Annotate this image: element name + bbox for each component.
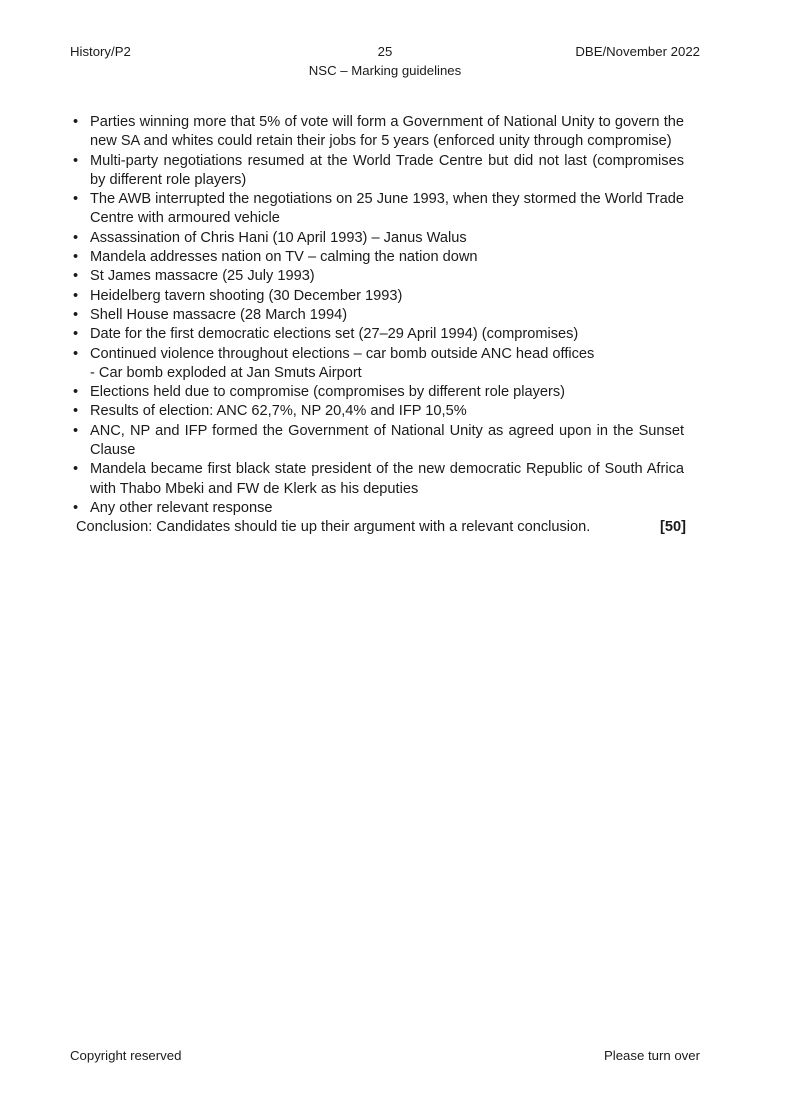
- list-item-text: Parties winning more that 5% of vote will form a Government of National Unity to govern the new SA and whites could retain their jobs for 5 years (enforced unity through compromise): [90, 114, 684, 150]
- bullet-point-icon: •: [73, 191, 79, 208]
- list-item: [70, 267, 684, 286]
- list-item-subline: - Car bomb exploded at Jan Smuts Airport: [90, 364, 362, 381]
- list-item-text: Elections held due to compromise (compromises by different role players): [90, 384, 566, 401]
- list-item-text: Shell House massacre (28 March 1994): [90, 306, 348, 323]
- header-subtitle: NSC – Marking guidelines: [308, 63, 462, 78]
- page-header: [70, 44, 700, 84]
- bullet-point-icon: •: [73, 249, 79, 266]
- marks-total-badge: [50]: [660, 519, 686, 536]
- list-item-text: Date for the first democratic elections set (27–29 April 1994) (compromises): [90, 326, 579, 343]
- header-page-number: 25: [377, 44, 393, 59]
- list-item: [70, 306, 684, 325]
- conclusion-text: Conclusion: Candidates should tie up their argument with a relevant conclusion.: [76, 519, 591, 536]
- list-item: [70, 287, 684, 306]
- list-item: [70, 422, 684, 461]
- header-exam-body-date: DBE/November 2022: [575, 44, 700, 59]
- bullet-point-icon: •: [73, 422, 79, 439]
- marking-guideline-content: [70, 113, 684, 538]
- list-item: [70, 460, 684, 499]
- list-item: [70, 345, 684, 384]
- list-item-text: Mandela addresses nation on TV – calming the nation down: [90, 249, 478, 266]
- bullet-point-icon: •: [73, 384, 79, 401]
- header-top-row: [70, 44, 700, 63]
- list-item-text: Heidelberg tavern shooting (30 December 1993): [90, 287, 403, 304]
- list-item: [70, 248, 684, 267]
- list-item-text: ANC, NP and IFP formed the Government of National Unity as agreed upon in the Sunset Clause: [90, 422, 684, 459]
- list-item-text: Any other relevant response: [90, 499, 273, 516]
- bullet-point-icon: •: [73, 268, 79, 285]
- bullet-point-icon: •: [73, 114, 79, 130]
- list-item-text: Assassination of Chris Hani (10 April 1993) – Janus Walus: [90, 229, 467, 246]
- list-item-text: Results of election: ANC 62,7%, NP 20,4% and IFP 10,5%: [90, 403, 467, 420]
- bullet-point-icon: •: [73, 287, 79, 304]
- bullet-point-icon: •: [73, 326, 79, 343]
- list-item-text: Mandela became first black state president of the new democratic Republic of South Africa with Thabo Mbeki and FW de Klerk as his deputies: [90, 461, 684, 497]
- bullet-point-icon: •: [73, 403, 79, 420]
- list-item-text: Multi-party negotiations resumed at the World Trade Centre but did not last (compromises by different role players): [90, 152, 684, 188]
- bullet-point-icon: •: [73, 306, 79, 323]
- bullet-point-icon: •: [73, 152, 79, 169]
- header-subject-paper: History/P2: [70, 44, 131, 59]
- list-item: [70, 325, 684, 344]
- list-item: [70, 383, 684, 402]
- list-item-text: St James massacre (25 July 1993): [90, 268, 315, 285]
- list-item: [70, 229, 684, 248]
- bullet-list: [70, 113, 684, 518]
- bullet-point-icon: •: [73, 229, 79, 246]
- bullet-point-icon: •: [73, 461, 79, 478]
- list-item-text: Continued violence throughout elections – car bomb outside ANC head offices: [90, 345, 595, 362]
- footer-turn-over: Please turn over: [603, 1048, 700, 1063]
- list-item: [70, 152, 684, 191]
- list-item: [70, 190, 684, 229]
- footer-copyright: Copyright reserved: [70, 1048, 182, 1063]
- list-item: [70, 113, 684, 152]
- list-item: [70, 402, 684, 421]
- bullet-point-icon: •: [73, 499, 79, 516]
- list-item-text: The AWB interrupted the negotiations on 25 June 1993, when they stormed the World Trade Centre with armoured vehicle: [90, 191, 684, 227]
- conclusion-row: [70, 518, 684, 537]
- list-item: [70, 499, 684, 518]
- page-footer: [70, 1048, 700, 1068]
- bullet-point-icon: •: [73, 345, 79, 362]
